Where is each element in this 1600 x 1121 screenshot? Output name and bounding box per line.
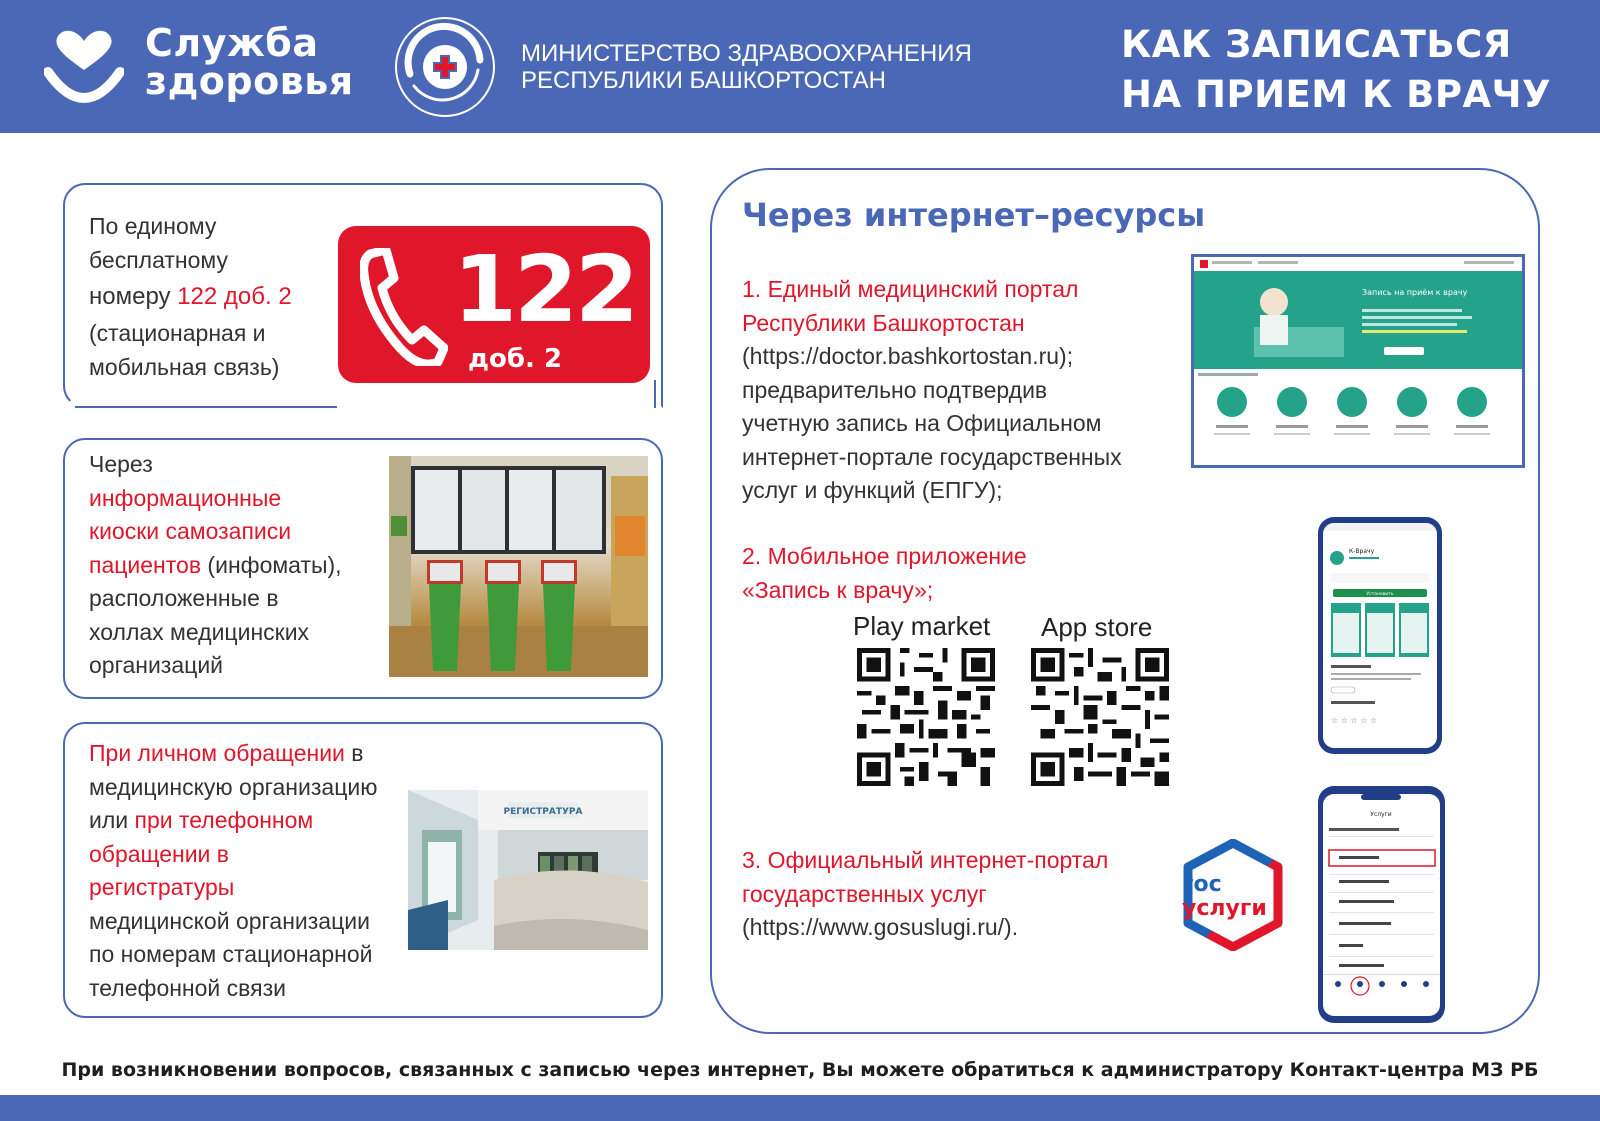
app-item-text — [742, 540, 1027, 607]
visit-card-line-1 — [89, 737, 377, 771]
header-banner — [0, 0, 1600, 133]
gosuslugi-logo-text-1: гос — [1182, 872, 1222, 897]
heart-smile-icon — [44, 28, 124, 106]
ministry-name — [521, 40, 972, 94]
kiosk-photo-drawing — [389, 456, 648, 677]
portal-item-line-2: Республики Башкортостан — [742, 309, 1025, 336]
visit-card-line-2: медицинскую организацию — [89, 773, 378, 800]
visit-card-line-5: регистратуры — [89, 874, 235, 900]
portal-screenshot-drawing — [1194, 257, 1522, 465]
portal-item-line-6: интернет-портале государственных — [742, 443, 1122, 470]
phone-number-text: 122 доб. 2 — [177, 283, 292, 310]
visit-card-line-7: по номерам стационарной — [89, 941, 373, 967]
portal-item-url[interactable]: (https://doctor.bashkortostan.ru); — [742, 343, 1074, 369]
ministry-name-line-2: РЕСПУБЛИКИ БАШКОРТОСТАН — [521, 67, 887, 94]
kiosk-card-line-4-highlight: пациентов — [89, 551, 202, 578]
app-phone-screen — [1323, 523, 1437, 748]
gos-screen-title: Услуги — [1370, 811, 1392, 818]
gosuslugi-logo-text-2: услуги — [1182, 896, 1267, 921]
brand-name-line-1: Служба — [145, 21, 319, 65]
kiosk-card-line-4-rest: (инфоматы), — [201, 551, 342, 578]
page-title-line-1: КАК ЗАПИСАТЬСЯ — [1121, 23, 1512, 66]
gosuslugi-item-line-1: 3. Официальный интернет-портал — [742, 847, 1109, 873]
kiosk-card-line-3: киоски самозаписи — [89, 518, 292, 544]
kiosk-card-line-6: холлах медицинских — [89, 618, 310, 645]
portal-item-line-7: услуг и функций (ЕПГУ); — [742, 477, 1003, 503]
gosuslugi-item-text — [742, 844, 1108, 945]
footer-bar — [0, 1095, 1600, 1121]
phone-number-badge — [338, 226, 650, 383]
badge-extension: доб. 2 — [468, 344, 563, 374]
registry-photo — [408, 790, 648, 950]
app-phone-screen-drawing — [1323, 523, 1437, 748]
phone-card-line-1: По единому — [89, 213, 217, 239]
play-market-qr-code[interactable] — [857, 648, 995, 786]
gosuslugi-item-line-2: государственных услуг — [742, 880, 987, 907]
kiosk-card-line-7: организаций — [89, 652, 224, 678]
kiosk-card-line-4 — [89, 549, 342, 583]
phone-card-text — [89, 210, 292, 384]
portal-item-text — [742, 273, 1122, 508]
registry-sign-text: РЕГИСТРАТУРА — [503, 807, 583, 817]
ministry-name-line-1: МИНИСТЕРСТВО ЗДРАВООХРАНЕНИЯ — [521, 40, 972, 67]
portal-screenshot — [1191, 254, 1525, 468]
phone-card-line-2: бесплатному — [89, 246, 228, 273]
phone-card-line-3-text: номеру — [89, 283, 178, 310]
kiosk-card-line-2: информационные — [89, 484, 282, 511]
app-phone-mockup — [1318, 517, 1442, 754]
visit-card-line-8: телефонной связи — [89, 974, 286, 1001]
kiosk-photo — [389, 456, 648, 677]
phone-card-bottom-line — [75, 406, 337, 408]
kiosk-card-line-1: Через — [89, 451, 153, 477]
visit-card-line-3-text: или — [89, 807, 135, 833]
visit-card-line-1-rest: в — [344, 740, 364, 766]
play-market-label: Play market — [853, 611, 991, 641]
portal-item-line-4: предварительно подтвердив — [742, 376, 1048, 403]
app-store-qr-code[interactable] — [1031, 648, 1169, 786]
app-item-line-2: «Запись к врачу»; — [742, 576, 934, 603]
badge-number: 122 — [453, 236, 637, 343]
portal-item-line-1: 1. Единый медицинский портал — [742, 276, 1079, 302]
visit-card-line-3 — [89, 804, 377, 838]
gosuslugi-phone-screen-drawing — [1323, 794, 1440, 1016]
phone-card-line-3 — [89, 277, 292, 317]
phone-card-line-5: мобильная связь) — [89, 353, 280, 380]
app-screen-install: Установить — [1366, 592, 1394, 597]
app-store-label: App store — [1041, 612, 1153, 642]
page-title-line-2: НА ПРИЕМ К ВРАЧУ — [1121, 73, 1552, 116]
kiosk-card-text — [89, 448, 342, 683]
visit-card-line-1-highlight: При личном обращении — [89, 740, 345, 766]
phone-card-corner-line — [654, 380, 656, 408]
visit-card-line-3-highlight: при телефонном — [134, 807, 314, 833]
internet-section-title: Через интернет–ресурсы — [742, 196, 1206, 234]
brand-name-line-2: здоровья — [145, 59, 354, 103]
visit-card-line-6: медицинской организации — [89, 907, 370, 934]
gosuslugi-phone-screen — [1323, 794, 1440, 1016]
kiosk-card-line-5: расположенные в — [89, 585, 279, 611]
gosuslugi-item-url[interactable]: (https://www.gosuslugi.ru/). — [742, 914, 1019, 940]
app-item-line-1: 2. Мобильное приложение — [742, 543, 1027, 569]
portal-screen-heading: Запись на приём к врачу — [1362, 288, 1468, 297]
page-title — [1121, 20, 1551, 120]
visit-card-text — [89, 737, 377, 1005]
portal-item-line-5: учетную запись на Официальном — [742, 410, 1102, 436]
brand-name — [145, 21, 354, 103]
ministry-seal-logo — [390, 14, 500, 120]
gosuslugi-logo — [1178, 839, 1288, 951]
app-rating-stars-icon: ☆ ☆ ☆ ☆ ☆ — [1331, 716, 1378, 725]
gosuslugi-phone-mockup — [1318, 786, 1445, 1023]
app-screen-title: К-Врачу — [1349, 548, 1375, 555]
phone-card-line-4: (стационарная и — [89, 320, 266, 346]
visit-card-line-4: обращении в — [89, 840, 230, 867]
phone-handset-icon — [360, 248, 448, 366]
registry-photo-drawing — [408, 790, 648, 950]
footer-note: При возникновении вопросов, связанных с записью через интернет, Вы можете обратиться к администратору Контакт-центра МЗ РБ — [61, 1059, 1539, 1081]
